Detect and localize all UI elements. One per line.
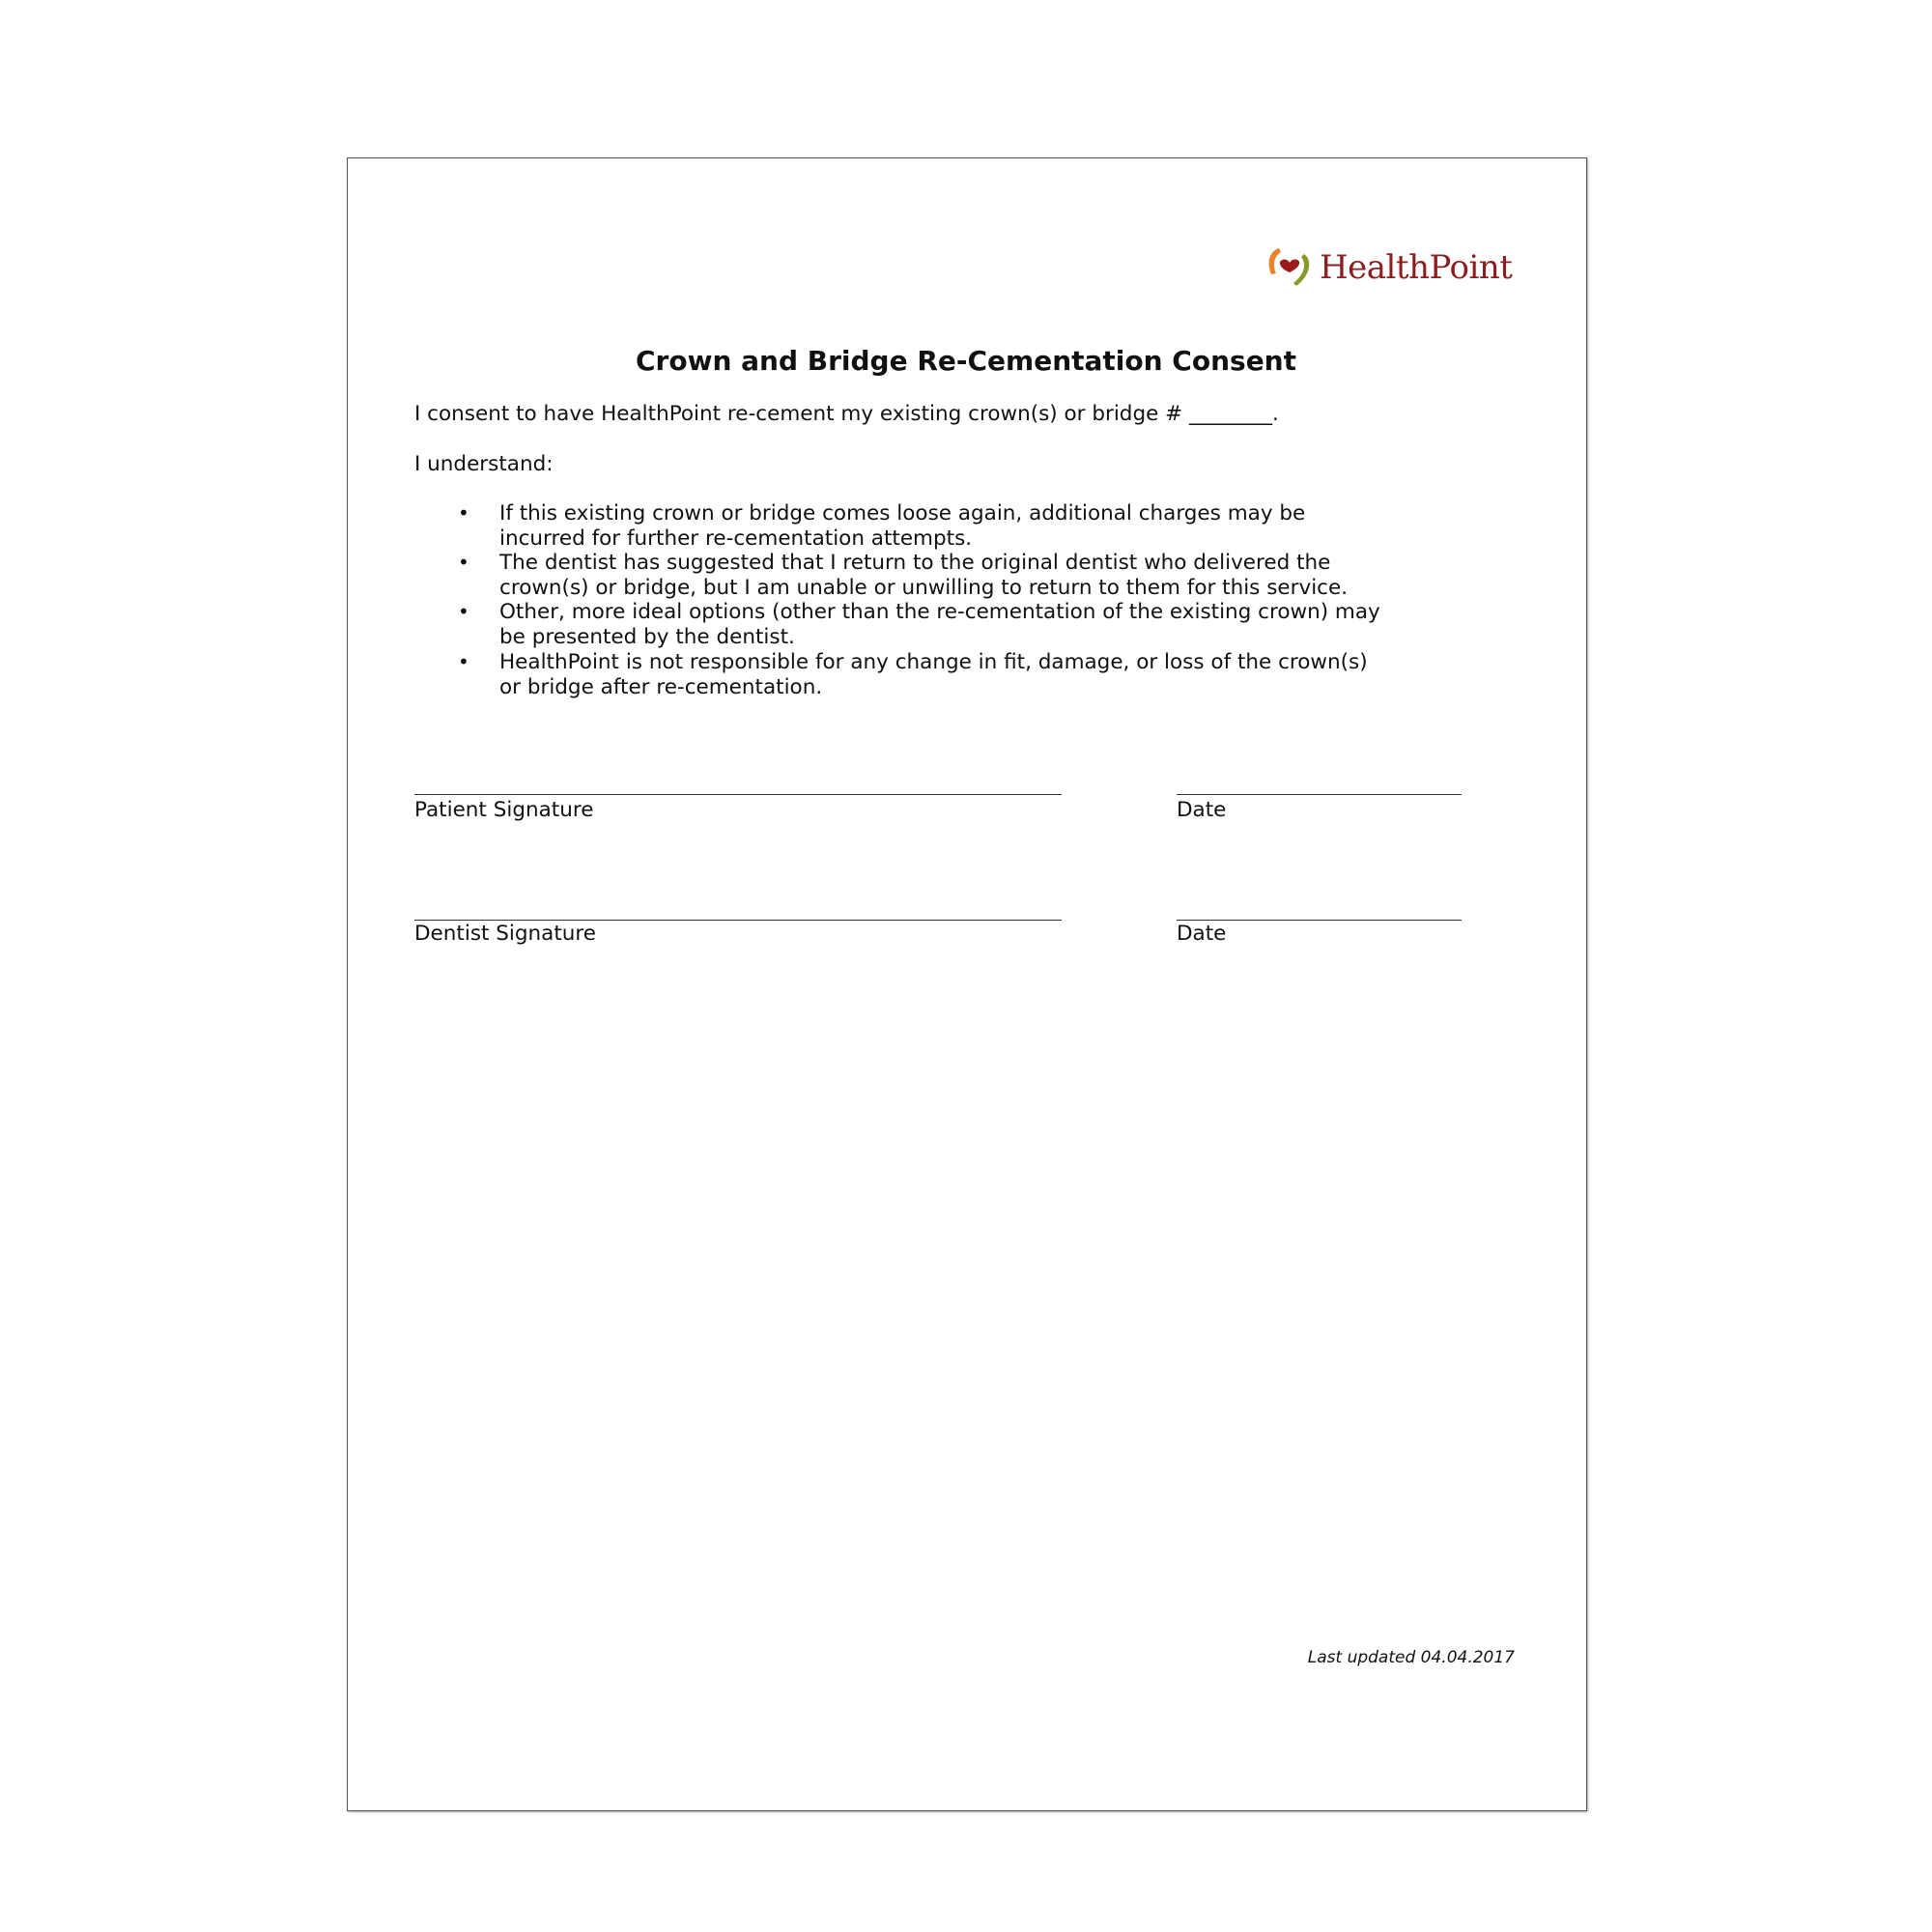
list-item-line: Other, more ideal options (other than the re-cementation of the existing crown) may xyxy=(499,600,1380,624)
consent-statement: I consent to have HealthPoint re-cement my existing crown(s) or bridge # ________. xyxy=(414,402,1279,426)
bullet-icon: • xyxy=(458,650,469,673)
patient-signature-line[interactable] xyxy=(414,794,1062,795)
bullet-icon: • xyxy=(458,600,469,623)
bullet-icon: • xyxy=(458,551,469,574)
list-item-line: or bridge after re-cementation. xyxy=(499,675,823,699)
understand-label: I understand: xyxy=(414,452,554,476)
dentist-signature-line[interactable] xyxy=(414,920,1062,921)
dentist-signature-label: Dentist Signature xyxy=(414,922,596,946)
list-item-line: incurred for further re-cementation attempts. xyxy=(499,526,973,551)
dentist-date-label: Date xyxy=(1177,922,1227,946)
document-title: Crown and Bridge Re-Cementation Consent xyxy=(635,345,1297,377)
heart-logo-icon xyxy=(1265,245,1314,290)
last-updated: Last updated 04.04.2017 xyxy=(1307,1648,1515,1667)
patient-signature-label: Patient Signature xyxy=(414,798,594,822)
logo-text: HealthPoint xyxy=(1320,248,1513,287)
list-item-line: If this existing crown or bridge comes loose again, additional charges may be xyxy=(499,501,1306,526)
list-item-line: HealthPoint is not responsible for any change in fit, damage, or loss of the crown(s) xyxy=(499,650,1368,674)
healthpoint-logo xyxy=(1265,245,1512,290)
list-item-line: The dentist has suggested that I return to the original dentist who delivered the xyxy=(499,551,1331,575)
patient-date-label: Date xyxy=(1177,798,1227,822)
dentist-date-line[interactable] xyxy=(1177,920,1462,921)
list-item-line: crown(s) or bridge, but I am unable or unwilling to return to them for this service. xyxy=(499,576,1349,600)
bullet-icon: • xyxy=(458,501,469,525)
list-item-line: be presented by the dentist. xyxy=(499,625,795,649)
patient-date-line[interactable] xyxy=(1177,794,1462,795)
